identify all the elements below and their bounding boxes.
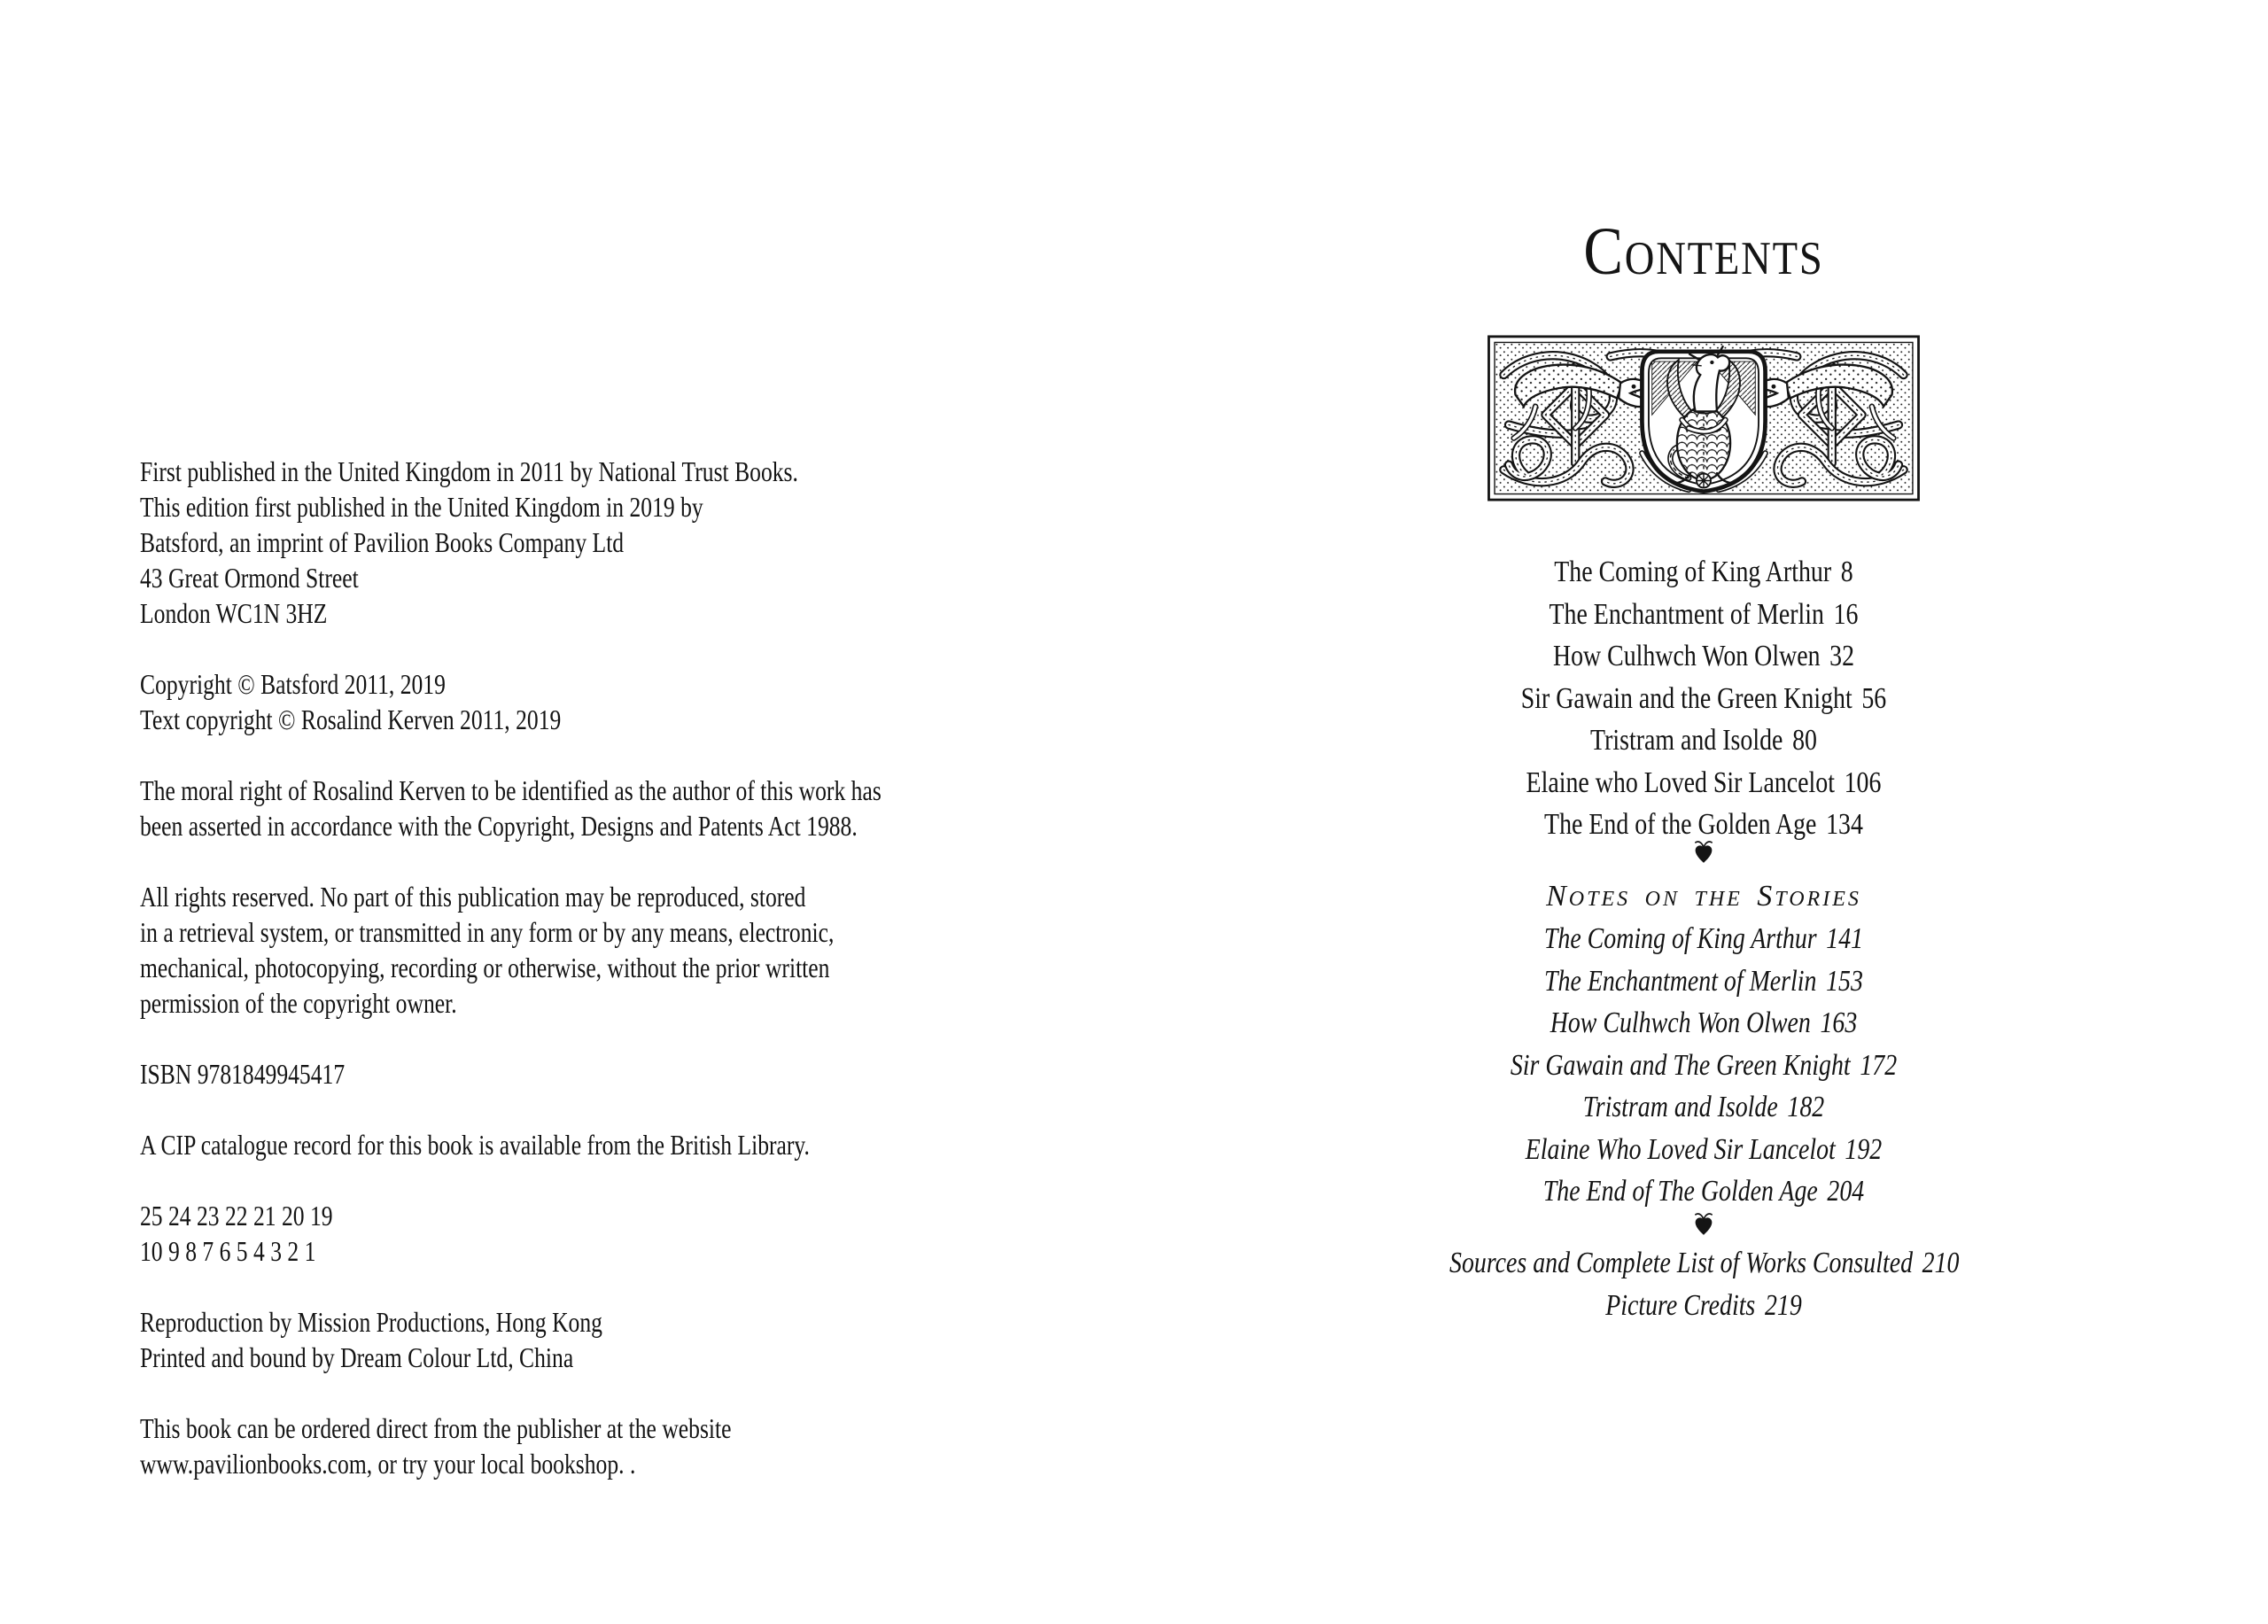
page-title: Contents bbox=[1583, 214, 1824, 289]
isbn-paragraph bbox=[140, 1056, 1159, 1092]
toc-entry bbox=[1449, 1242, 1958, 1285]
isbn-line: ISBN 9781849945417 bbox=[140, 1058, 346, 1090]
toc-entry bbox=[1449, 594, 1958, 636]
toc-entry-page: 172 bbox=[1860, 1048, 1898, 1082]
toc-entry-title: The End of the Golden Age bbox=[1544, 808, 1817, 841]
print-run-line: 25 24 23 22 21 20 19 bbox=[140, 1200, 333, 1232]
copyright-line: All rights reserved. No part of this publication may be reproduced, stored bbox=[140, 881, 806, 913]
toc-entry-title: Elaine who Loved Sir Lancelot bbox=[1526, 765, 1835, 799]
toc-entry-title: The Coming of King Arthur bbox=[1554, 556, 1832, 588]
toc-entry bbox=[1449, 1086, 1958, 1129]
toc-entry bbox=[1449, 1285, 1958, 1327]
print-run-paragraph bbox=[140, 1198, 1159, 1269]
copyright-line: First published in the United Kingdom in 2011 by National Trust Books. bbox=[140, 455, 798, 487]
toc-entry-page: 210 bbox=[1922, 1247, 1960, 1279]
toc-story-list bbox=[1394, 551, 2014, 846]
copyright-line: 43 Great Ormond Street bbox=[140, 562, 359, 594]
toc-entry bbox=[1449, 1002, 1958, 1045]
copyright-line: This edition first published in the United Kingdom in 2019 by bbox=[140, 491, 703, 523]
production-paragraph bbox=[140, 1304, 1159, 1375]
toc-entry-title: The Coming of King Arthur bbox=[1543, 922, 1817, 955]
cip-paragraph bbox=[140, 1127, 1159, 1162]
copyright-line: London WC1N 3HZ bbox=[140, 597, 328, 629]
copyright-page bbox=[140, 454, 1159, 1517]
toc-entry-page: 163 bbox=[1820, 1006, 1858, 1039]
toc-entry-title: Sources and Complete List of Works Consulted bbox=[1449, 1247, 1914, 1279]
copyright-line: www.pavilionbooks.com, or try your local bookshop. . bbox=[140, 1448, 636, 1480]
copyright-paragraph bbox=[140, 666, 1159, 737]
toc-entry-title: Tristram and Isolde bbox=[1590, 724, 1783, 757]
toc-entry-page: 80 bbox=[1792, 724, 1817, 757]
copyright-line: A CIP catalogue record for this book is available from the British Library. bbox=[140, 1129, 810, 1161]
toc-entry-page: 192 bbox=[1845, 1132, 1883, 1166]
toc-entry-title: The End of The Golden Age bbox=[1542, 1175, 1818, 1208]
copyright-line: Text copyright © Rosalind Kerven 2011, 2019 bbox=[140, 703, 562, 735]
toc-entry-page: 153 bbox=[1826, 964, 1863, 998]
copyright-line: The moral right of Rosalind Kerven to be identified as the author of this work has bbox=[140, 774, 882, 806]
toc-entry-title: Sir Gawain and The Green Knight bbox=[1510, 1048, 1851, 1082]
section-divider bbox=[1394, 1210, 2014, 1246]
toc-entry-title: How Culhwch Won Olwen bbox=[1550, 1006, 1811, 1039]
copyright-line: Printed and bound by Dream Colour Ltd, China bbox=[140, 1341, 574, 1373]
toc-entry-title: The Enchantment of Merlin bbox=[1549, 597, 1824, 631]
toc-entry-page: 204 bbox=[1827, 1175, 1865, 1208]
toc-entry bbox=[1449, 678, 1958, 720]
fleuron-icon bbox=[1692, 838, 1715, 865]
copyright-line: Copyright © Batsford 2011, 2019 bbox=[140, 668, 446, 700]
toc-entry-title: Elaine Who Loved Sir Lancelot bbox=[1525, 1132, 1836, 1166]
toc-entry-title: Sir Gawain and the Green Knight bbox=[1520, 681, 1852, 715]
toc-entry-page: 134 bbox=[1826, 808, 1863, 841]
toc-entry-title: How Culhwch Won Olwen bbox=[1552, 640, 1821, 672]
toc-notes-list bbox=[1394, 918, 2014, 1213]
toc-entry-page: 56 bbox=[1861, 681, 1887, 715]
toc-entry bbox=[1449, 635, 1958, 678]
toc-entry-page: 106 bbox=[1844, 765, 1882, 799]
toc-entry-page: 8 bbox=[1840, 556, 1853, 588]
fleuron-icon bbox=[1692, 1210, 1715, 1237]
toc-entry-page: 141 bbox=[1826, 922, 1864, 955]
toc-entry-page: 32 bbox=[1829, 640, 1855, 672]
section-divider bbox=[1394, 838, 2014, 874]
toc-entry bbox=[1449, 960, 1958, 1003]
toc-entry-title: Picture Credits bbox=[1605, 1288, 1756, 1322]
toc-entry bbox=[1449, 551, 1958, 594]
toc-entry-page: 219 bbox=[1764, 1288, 1802, 1322]
toc-entry bbox=[1449, 719, 1958, 762]
toc-entry-title: The Enchantment of Merlin bbox=[1544, 964, 1817, 998]
copyright-line: mechanical, photocopying, recording or otherwise, without the prior written bbox=[140, 952, 830, 983]
headpiece-ornament bbox=[1394, 335, 2014, 501]
publisher-paragraph bbox=[140, 454, 1159, 631]
rights-paragraph bbox=[140, 879, 1159, 1021]
ordering-paragraph bbox=[140, 1410, 1159, 1481]
copyright-line: in a retrieval system, or transmitted in any form or by any means, electronic, bbox=[140, 916, 835, 948]
moral-right-paragraph bbox=[140, 773, 1159, 843]
toc-entry bbox=[1449, 1045, 1958, 1087]
copyright-line: been asserted in accordance with the Copyright, Designs and Patents Act 1988. bbox=[140, 810, 858, 842]
toc-entry-page: 182 bbox=[1787, 1091, 1825, 1123]
print-run-line: 10 9 8 7 6 5 4 3 2 1 bbox=[140, 1235, 316, 1267]
copyright-line: This book can be ordered direct from the publisher at the website bbox=[140, 1412, 732, 1444]
copyright-line: permission of the copyright owner. bbox=[140, 987, 457, 1019]
toc-entry-page: 16 bbox=[1833, 597, 1859, 631]
toc-entry bbox=[1449, 762, 1958, 804]
toc-entry-title: Tristram and Isolde bbox=[1582, 1091, 1778, 1123]
toc-entry bbox=[1449, 1129, 1958, 1171]
toc-entry bbox=[1449, 1170, 1958, 1213]
celtic-dragon-headpiece-image bbox=[1487, 335, 1921, 501]
copyright-line: Batsford, an imprint of Pavilion Books Company Ltd bbox=[140, 526, 625, 558]
notes-heading: Notes on the Stories bbox=[1546, 880, 1861, 913]
toc-closing-list bbox=[1394, 1242, 2014, 1326]
toc-entry bbox=[1449, 918, 1958, 960]
copyright-line: Reproduction by Mission Productions, Hong Kong bbox=[140, 1306, 602, 1338]
